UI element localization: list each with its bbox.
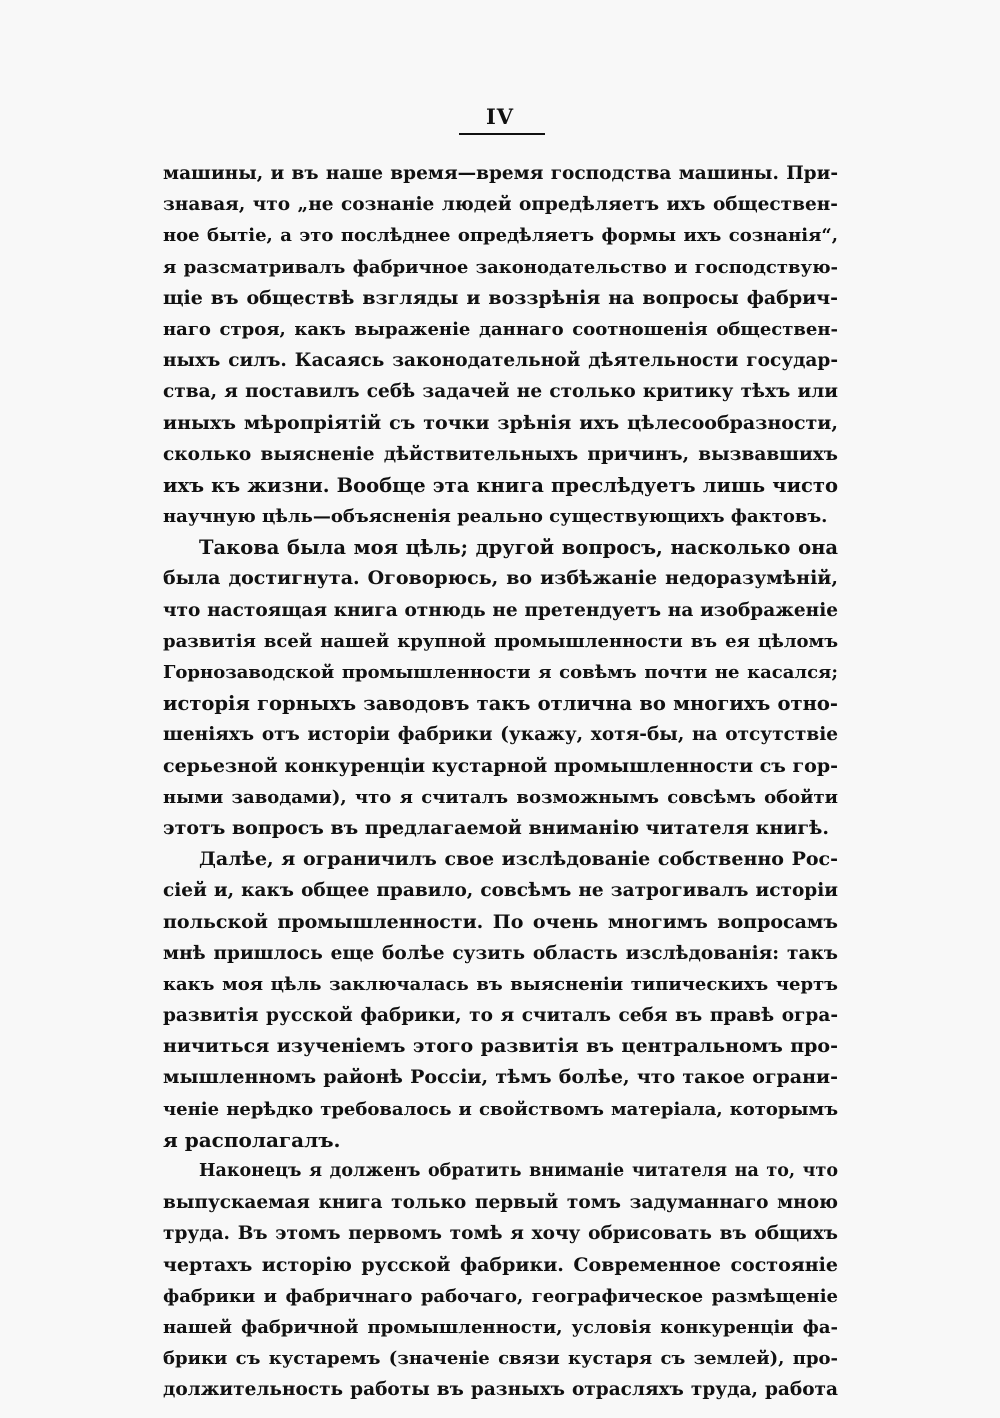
text-line: ное бытіе, а это послѣднее опредѣляетъ формы ихъ сознанія“, [163,225,838,247]
text-line: была достигнута. Оговорюсь, во избѣжаніе недоразумѣній, [163,567,838,590]
text-line: мнѣ пришлось еще болѣе сузить область изслѣдованія: такъ [163,942,838,964]
text-line: исторія горныхъ заводовъ такъ отлична во многихъ отно- [163,692,838,716]
text-line: чертахъ исторію русской фабрики. Современное состояніе [163,1253,838,1276]
text-line: выпускаемая книга только первый томъ задуманнаго мною [163,1192,838,1214]
text-line: знавая, что „не сознаніе людей опредѣляетъ ихъ обществен- [163,194,838,216]
text-line: ихъ къ жизни. Вообще эта книга преслѣдуетъ лишь чисто [163,473,838,497]
text-line: Такова была моя цѣль; другой вопросъ, насколько она [199,536,838,560]
text-line: ными заводами), что я считалъ возможнымъ совсѣмъ обойти [163,786,838,808]
text-line: ства, я поставилъ себѣ задачей не столько критику тѣхъ или [163,381,838,403]
text-line: должительность работы въ разныхъ отрасляхъ труда, работа [163,1379,838,1401]
text-line: фабрики и фабричнаго рабочаго, географическое размѣщеніе [163,1285,838,1307]
body-text [163,158,838,1406]
text-line: иныхъ мѣропріятій съ точки зрѣнія ихъ цѣлесообразности, [163,411,838,434]
text-line: мышленномъ районѣ Россіи, тѣмъ болѣе, что такое ограни- [163,1066,838,1089]
text-line: польской промышленности. По очень многимъ вопросамъ [163,910,838,933]
text-line: этотъ вопросъ въ предлагаемой вниманію читателя книгѣ. [163,816,830,839]
text-line: ничиться изученіемъ этого развитія въ центральномъ про- [163,1035,838,1058]
text-line: я располагалъ. [163,1127,341,1152]
page-number: IV [485,104,515,129]
page-number-rule [459,133,545,135]
text-line: сіей и, какъ общее правило, совсѣмъ не затрогивалъ исторіи [163,880,838,902]
text-line: ченіе нерѣдко требовалось и свойствомъ матеріала, которымъ [163,1098,838,1120]
text-line: Наконецъ я долженъ обратить вниманіе читателя на то, что [199,1161,838,1181]
text-line: сколько выясненіе дѣйствительныхъ причинъ, вызвавшихъ [163,443,838,465]
text-line: что настоящая книга отнюдь не претендуетъ на изображеніе [163,599,838,621]
text-line: какъ моя цѣль заключалась въ выясненіи типическихъ чертъ [163,973,838,995]
text-line: Горнозаводской промышленности я совѣмъ почти не касался; [163,662,838,683]
text-line: развитія русской фабрики, то я считалъ себя въ правѣ огра- [163,1005,838,1027]
text-line: машины, и въ наше время—время господства машины. При- [163,163,838,184]
text-line: я разсматривалъ фабричное законодательство и господствую- [163,256,838,278]
text-line: щіе въ обществѣ взгляды и воззрѣнія на вопросы фабрич- [163,286,838,309]
text-line: развитія всей нашей крупной промышленности въ ея цѣломъ [163,630,838,652]
text-line: ныхъ силъ. Касаясь законодательной дѣятельности государ- [163,350,838,372]
text-line: труда. Въ этомъ первомъ томѣ я хочу обрисовать въ общихъ [163,1223,838,1245]
text-line: шеніяхъ отъ исторіи фабрики (укажу, хотя-бы, на отсутствіе [163,724,838,746]
text-line: брики съ кустаремъ (значеніе связи кустаря съ землей), про- [163,1348,838,1370]
text-line: наго строя, какъ выраженіе даннаго соотношенія обществен- [163,318,838,340]
text-line: научную цѣль—объясненія реально существующихъ фактовъ. [163,506,828,528]
text-line: нашей фабричной промышленности, условія конкуренціи фа- [163,1316,838,1338]
text-line: серьезной конкуренціи кустарной промышленности съ гор- [163,754,838,777]
text-line: Далѣе, я ограничилъ свое изслѣдованіе собственно Рос- [199,848,838,871]
